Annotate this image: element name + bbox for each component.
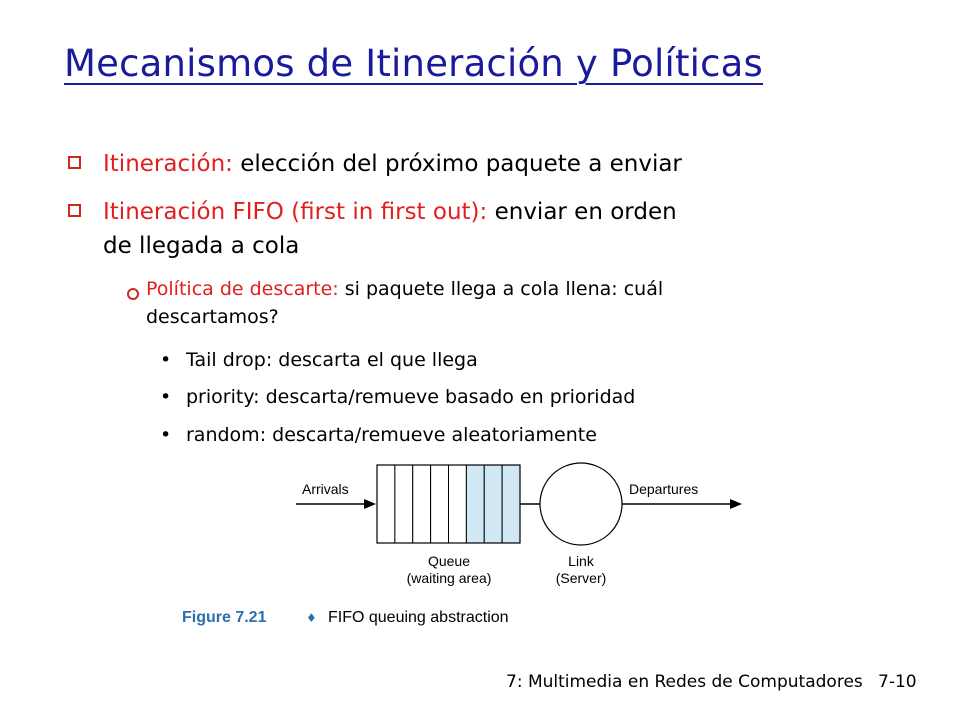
figure-caption: FIFO queuing abstraction bbox=[328, 609, 509, 626]
dot-bullet-icon: • bbox=[160, 424, 172, 446]
queue-slot-empty bbox=[413, 465, 431, 543]
sub-sub-bullet-text: priority: descarta/remueve basado en prioridad bbox=[186, 386, 636, 408]
figure-number: Figure 7.21 bbox=[182, 609, 267, 626]
queue-label: Queue bbox=[427, 553, 471, 569]
queue-slot-filled bbox=[466, 465, 484, 543]
queue-slot-filled bbox=[502, 465, 520, 543]
footer-chapter: 7: Multimedia en Redes de Computadores bbox=[506, 672, 863, 692]
arrivals-label: Arrivals bbox=[302, 481, 349, 497]
link-label: Link bbox=[568, 553, 594, 569]
departures-label: Departures bbox=[629, 481, 699, 497]
queue-slot-empty bbox=[377, 465, 395, 543]
queue-slot-empty bbox=[395, 465, 413, 543]
queue-slot-filled bbox=[484, 465, 502, 543]
sub-bullet-text-line2: descartamos? bbox=[146, 306, 279, 328]
sub-bullet-lead: Política de descarte: bbox=[146, 278, 339, 300]
bullet-lead: Itineración: bbox=[103, 151, 233, 177]
sub-bullet-text: si paquete llega a cola llena: cuál bbox=[338, 278, 664, 300]
queue-sublabel: (waiting area) bbox=[406, 570, 492, 586]
queue-slot-empty bbox=[431, 465, 449, 543]
bullet-text: enviar en orden bbox=[487, 199, 677, 225]
link-server-circle bbox=[540, 463, 622, 545]
link-sublabel: (Server) bbox=[555, 570, 607, 586]
queue-slots bbox=[377, 465, 520, 543]
dot-bullet-icon: • bbox=[160, 349, 172, 371]
dot-bullet-icon: • bbox=[160, 386, 172, 408]
queue-slot-empty bbox=[449, 465, 467, 543]
footer-page-number: 7-10 bbox=[878, 672, 917, 692]
sub-sub-bullet-text: Tail drop: descarta el que llega bbox=[186, 349, 478, 371]
bullet-lead: Itineración FIFO (first in first out): bbox=[103, 199, 488, 225]
sub-sub-bullet-text: random: descarta/remueve aleatoriamente bbox=[186, 424, 597, 446]
bullet-text: elección del próximo paquete a enviar bbox=[232, 151, 682, 177]
figure-diamond-icon: ♦ bbox=[306, 611, 317, 625]
arrivals-arrowhead bbox=[364, 499, 376, 509]
bullet-text-line2: de llegada a cola bbox=[103, 233, 300, 259]
departures-arrowhead bbox=[730, 499, 742, 509]
slide-title: Mecanismos de Itineración y Políticas bbox=[64, 42, 764, 85]
